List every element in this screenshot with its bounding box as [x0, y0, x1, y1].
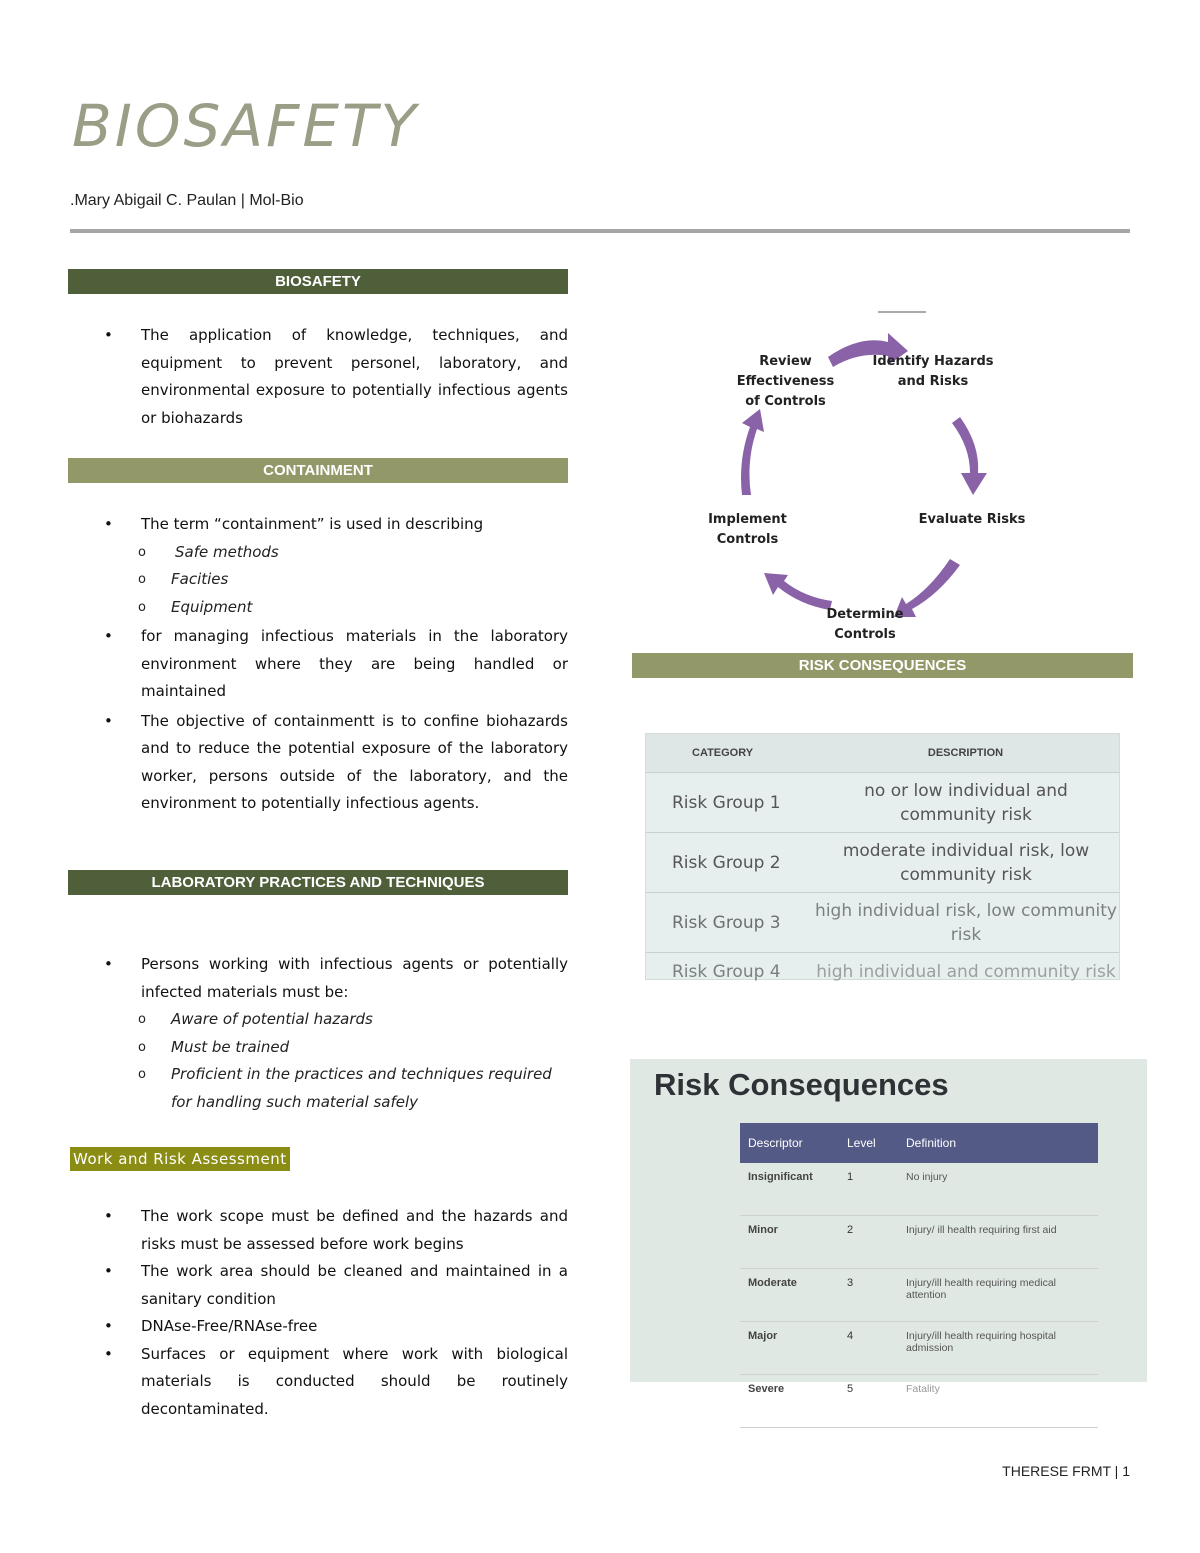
section-heading-risk-consequences: RISK CONSEQUENCES	[632, 653, 1133, 678]
section-heading-lab-practices: LABORATORY PRACTICES AND TECHNIQUES	[68, 870, 568, 895]
list-item: • Persons working with infectious agents or potentially infected materials must be:	[68, 951, 568, 1006]
section-heading-biosafety: BIOSAFETY	[68, 269, 568, 294]
definition-cell: Injury/ ill health requiring first aid	[898, 1216, 1098, 1269]
section-heading-work-risk: Work and Risk Assessment	[70, 1147, 290, 1171]
risk-consequences-image	[630, 1059, 1147, 1395]
section-heading-containment: CONTAINMENT	[68, 458, 568, 483]
list-item: • DNAse-Free/RNAse-free	[68, 1313, 568, 1341]
definition-cell: Injury/ill health requiring hospital admission	[898, 1322, 1098, 1375]
descriptor-cell: Major	[740, 1322, 839, 1375]
cycle-step-evaluate: Evaluate Risks	[918, 512, 1026, 527]
descriptor-cell: Moderate	[740, 1269, 839, 1322]
containment-list	[68, 511, 568, 818]
column-header: CATEGORY	[646, 734, 813, 773]
level-cell: 5	[839, 1375, 898, 1428]
sub-list-item: o Facities	[68, 566, 568, 594]
sub-list-item: o Must be trained	[68, 1034, 568, 1062]
table-row	[740, 1216, 1098, 1269]
sub-list-item: o Safe methods	[68, 539, 568, 567]
table-row	[646, 953, 1119, 992]
list-item: • Surfaces or equipment where work with biological materials is conducted should be routinely decontaminated.	[68, 1341, 568, 1424]
risk-group-table	[645, 733, 1120, 980]
risk-group-category: Risk Group 1	[646, 773, 813, 833]
column-header: Descriptor	[740, 1123, 839, 1163]
cycle-step-implement: Implement Controls	[708, 512, 787, 547]
author-line: .Mary Abigail C. Paulan | Mol-Bio	[70, 192, 304, 209]
table-row	[740, 1269, 1098, 1322]
definition-cell: No injury	[898, 1163, 1098, 1216]
biosafety-list	[68, 322, 568, 432]
table-row	[740, 1322, 1098, 1375]
cycle-step-determine: Determine Controls	[826, 607, 904, 642]
sub-list-item: o Proficient in the practices and techniques required for handling such material safely	[68, 1061, 568, 1116]
risk-group-category: Risk Group 4	[646, 953, 813, 992]
arrow-icon	[741, 409, 764, 495]
table-row	[646, 773, 1119, 833]
document-title: BIOSAFETY	[72, 92, 419, 160]
risk-group-category: Risk Group 3	[646, 893, 813, 953]
risk-group-category: Risk Group 2	[646, 833, 813, 893]
column-header: DESCRIPTION	[813, 734, 1119, 773]
definition-cell: Injury/ill health requiring medical attention	[898, 1269, 1098, 1322]
risk-consequences-table	[740, 1123, 1098, 1428]
table-row	[740, 1163, 1098, 1216]
descriptor-cell: Insignificant	[740, 1163, 839, 1216]
sub-list-item: o Equipment	[68, 594, 568, 622]
page-footer: THERESE FRMT | 1	[1002, 1463, 1130, 1479]
risk-group-description: high individual and community risk	[813, 953, 1119, 992]
risk-group-description: high individual risk, low community risk	[813, 893, 1119, 953]
header-divider	[70, 229, 1130, 233]
arrow-icon	[952, 417, 987, 495]
risk-management-cycle	[690, 305, 1050, 650]
cycle-step-identify: Identify Hazards and Risks	[872, 354, 994, 389]
risk-group-description: moderate individual risk, low community risk	[813, 833, 1119, 893]
descriptor-cell: Severe	[740, 1375, 839, 1428]
risk-consequences-title: Risk Consequences	[654, 1067, 949, 1102]
list-item: • The objective of containmentt is to confine biohazards and to reduce the potential exposure of the laboratory worker, persons outside of the laboratory, and the environment to potentially infectious agents.	[68, 708, 568, 818]
cycle-step-review: Review Effectiveness of Controls	[736, 354, 835, 409]
list-item: • The work area should be cleaned and maintained in a sanitary condition	[68, 1258, 568, 1313]
definition-cell: Fatality	[898, 1375, 1098, 1428]
risk-group-description: no or low individual and community risk	[813, 773, 1119, 833]
descriptor-cell: Minor	[740, 1216, 839, 1269]
table-row	[646, 893, 1119, 953]
column-header: Level	[839, 1123, 898, 1163]
level-cell: 3	[839, 1269, 898, 1322]
table-row	[740, 1375, 1098, 1428]
level-cell: 4	[839, 1322, 898, 1375]
list-item: • The work scope must be defined and the hazards and risks must be assessed before work begins	[68, 1203, 568, 1258]
list-item: • for managing infectious materials in the laboratory environment where they are being handled or maintained	[68, 623, 568, 706]
sub-list-item: o Aware of potential hazards	[68, 1006, 568, 1034]
level-cell: 2	[839, 1216, 898, 1269]
table-row	[646, 833, 1119, 893]
list-item: • The application of knowledge, techniques, and equipment to prevent personel, laboratory, and environmental exposure to potentially infectious agents or biohazards	[68, 322, 568, 432]
column-header: Definition	[898, 1123, 1098, 1163]
lab-practices-list	[68, 951, 568, 1116]
level-cell: 1	[839, 1163, 898, 1216]
list-item: • The term “containment” is used in describing	[68, 511, 568, 539]
work-risk-list	[68, 1203, 568, 1423]
